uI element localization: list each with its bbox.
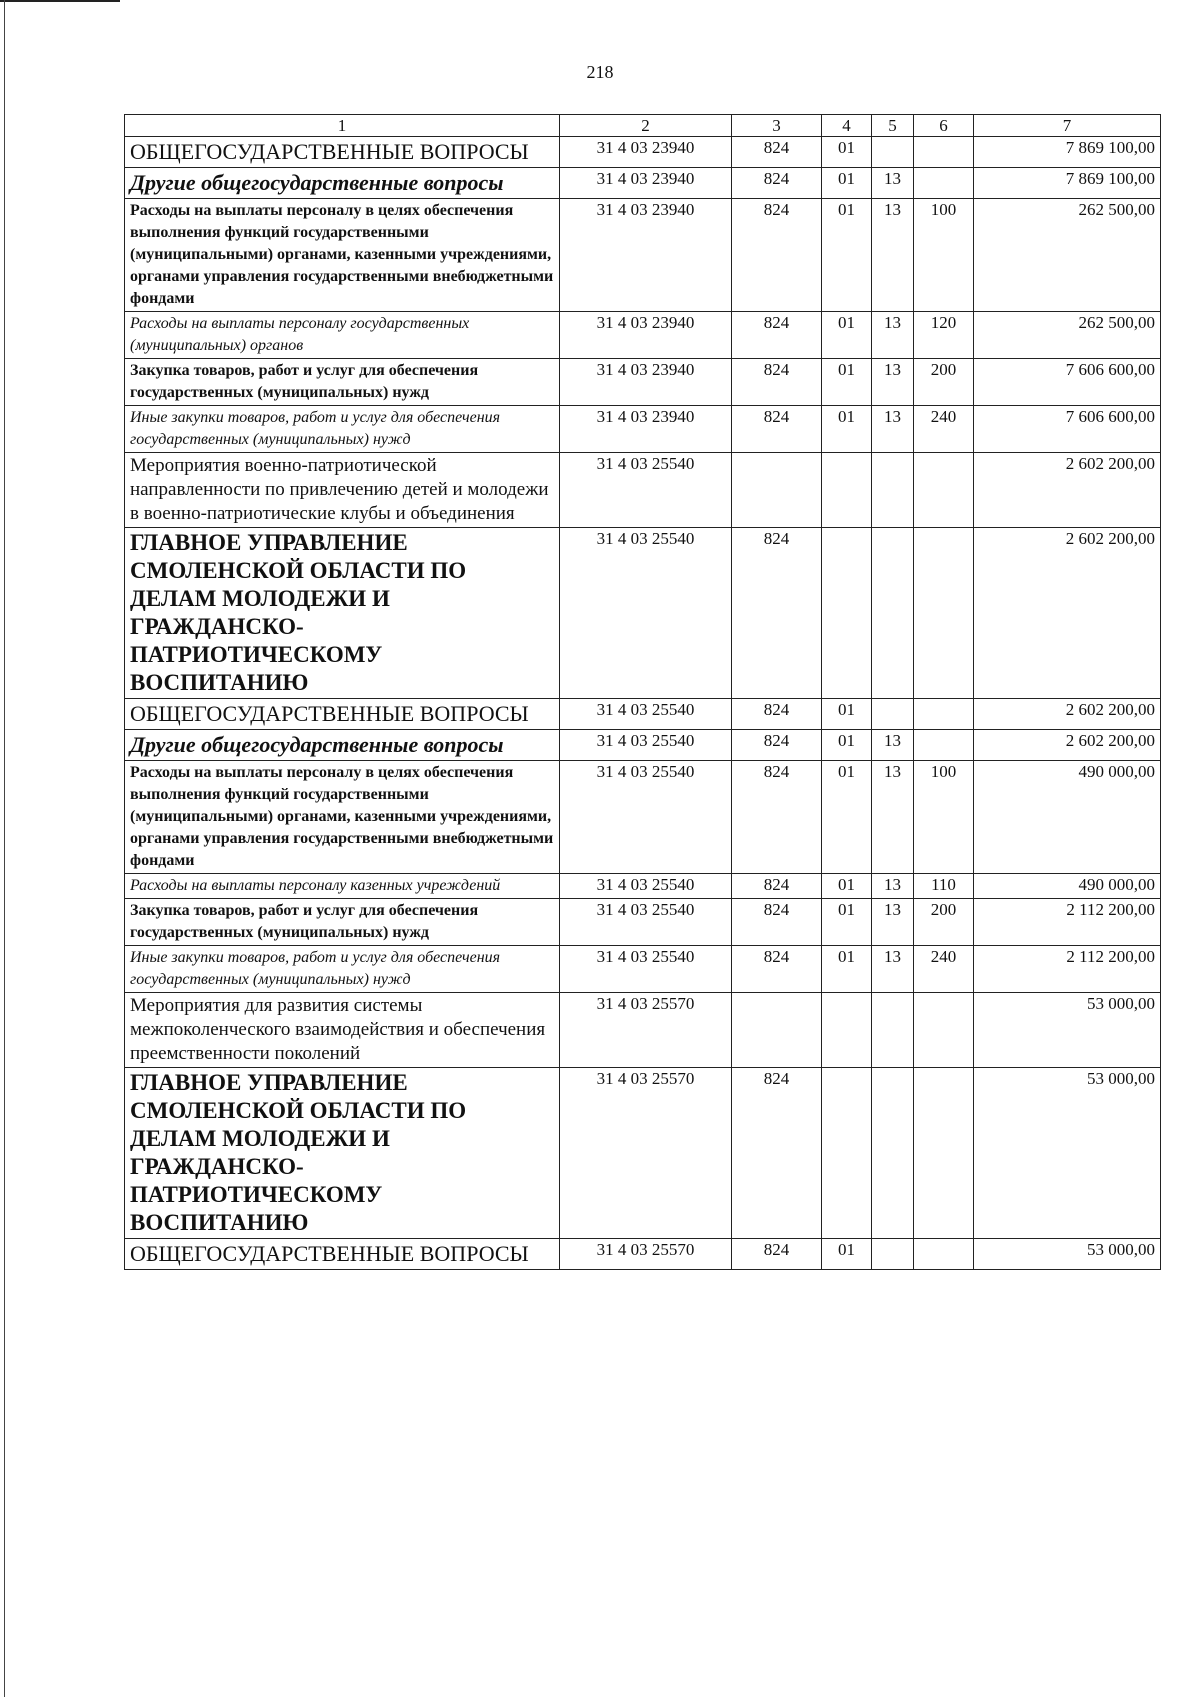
expense-type-code-cell: 200 [914,899,974,946]
row-name: Расходы на выплаты персоналу государственных (муниципальных) органов [130,315,470,354]
amount-cell: 262 500,00 [974,199,1161,312]
row-name-cell [125,168,560,199]
ministry-code-cell: 824 [732,406,822,453]
table-row [125,312,1161,359]
row-name-cell [125,699,560,730]
section-code-cell [822,453,872,528]
ministry-code-cell: 824 [732,168,822,199]
column-header: 2 [560,115,732,137]
expense-type-code-cell: 110 [914,874,974,899]
row-name: Другие общегосударственные вопросы [130,732,504,757]
table-row [125,1239,1161,1270]
budget-table [124,114,1161,1270]
row-name-cell [125,312,560,359]
section-code-cell: 01 [822,946,872,993]
expense-type-code-cell [914,1239,974,1270]
target-article-code-cell: 31 4 03 23940 [560,312,732,359]
expense-type-code-cell: 100 [914,199,974,312]
amount-cell: 2 112 200,00 [974,899,1161,946]
ministry-code-cell: 824 [732,899,822,946]
ministry-code-cell: 824 [732,1068,822,1239]
row-name-cell [125,899,560,946]
ministry-code-cell: 824 [732,528,822,699]
subsection-code-cell: 13 [872,946,914,993]
amount-cell: 2 602 200,00 [974,528,1161,699]
row-name-cell [125,874,560,899]
row-name-cell [125,946,560,993]
section-code-cell [822,993,872,1068]
row-name-cell [125,730,560,761]
target-article-code-cell: 31 4 03 25540 [560,528,732,699]
target-article-code-cell: 31 4 03 25570 [560,993,732,1068]
expense-type-code-cell [914,993,974,1068]
table-row [125,699,1161,730]
target-article-code-cell: 31 4 03 25540 [560,899,732,946]
subsection-code-cell [872,993,914,1068]
table-row [125,1068,1161,1239]
target-article-code-cell: 31 4 03 25570 [560,1239,732,1270]
target-article-code-cell: 31 4 03 23940 [560,199,732,312]
subsection-code-cell: 13 [872,899,914,946]
ministry-code-cell: 824 [732,199,822,312]
subsection-code-cell [872,699,914,730]
table-row [125,199,1161,312]
table-row [125,359,1161,406]
row-name: ОБЩЕГОСУДАРСТВЕННЫЕ ВОПРОСЫ [130,1241,529,1266]
row-name-cell [125,137,560,168]
subsection-code-cell: 13 [872,761,914,874]
row-name: Расходы на выплаты персоналу в целях обеспечения выполнения функций государственными (муниципальными) органами, казенными учреждениями, органами управления государственными внебюджетными фондами [130,764,554,869]
target-article-code-cell: 31 4 03 25540 [560,874,732,899]
subsection-code-cell [872,1068,914,1239]
subsection-code-cell [872,137,914,168]
subsection-code-cell: 13 [872,312,914,359]
column-header: 7 [974,115,1161,137]
ministry-code-cell: 824 [732,312,822,359]
target-article-code-cell: 31 4 03 25540 [560,699,732,730]
ministry-code-cell [732,993,822,1068]
table-row [125,406,1161,453]
subsection-code-cell: 13 [872,359,914,406]
table-row [125,453,1161,528]
row-name-cell [125,1068,560,1239]
section-code-cell: 01 [822,1239,872,1270]
expense-type-code-cell: 200 [914,359,974,406]
section-code-cell [822,1068,872,1239]
amount-cell: 262 500,00 [974,312,1161,359]
row-name: Закупка товаров, работ и услуг для обеспечения государственных (муниципальных) нужд [130,902,479,941]
ministry-code-cell: 824 [732,699,822,730]
table-row [125,899,1161,946]
expense-type-code-cell [914,699,974,730]
section-code-cell: 01 [822,874,872,899]
section-code-cell: 01 [822,730,872,761]
section-code-cell: 01 [822,899,872,946]
amount-cell: 2 602 200,00 [974,453,1161,528]
subsection-code-cell: 13 [872,874,914,899]
table-row [125,137,1161,168]
row-name: Другие общегосударственные вопросы [130,170,504,195]
amount-cell: 53 000,00 [974,993,1161,1068]
target-article-code-cell: 31 4 03 23940 [560,359,732,406]
table-row [125,874,1161,899]
expense-type-code-cell: 100 [914,761,974,874]
subsection-code-cell [872,453,914,528]
subsection-code-cell [872,1239,914,1270]
column-header: 3 [732,115,822,137]
target-article-code-cell: 31 4 03 25540 [560,453,732,528]
expense-type-code-cell [914,730,974,761]
column-header: 5 [872,115,914,137]
table-row [125,946,1161,993]
ministry-code-cell: 824 [732,1239,822,1270]
expense-type-code-cell [914,137,974,168]
section-code-cell: 01 [822,761,872,874]
table-body [125,115,1161,1270]
amount-cell: 53 000,00 [974,1068,1161,1239]
row-name: Расходы на выплаты персоналу казенных учреждений [130,877,501,894]
table-row [125,528,1161,699]
ministry-code-cell: 824 [732,137,822,168]
row-name-cell [125,406,560,453]
amount-cell: 7 869 100,00 [974,137,1161,168]
ministry-code-cell [732,453,822,528]
ministry-code-cell: 824 [732,359,822,406]
amount-cell: 7 869 100,00 [974,168,1161,199]
row-name-cell [125,993,560,1068]
row-name-cell [125,453,560,528]
table-row [125,761,1161,874]
section-code-cell: 01 [822,168,872,199]
row-name: ОБЩЕГОСУДАРСТВЕННЫЕ ВОПРОСЫ [130,139,529,164]
target-article-code-cell: 31 4 03 25540 [560,946,732,993]
row-name-cell [125,199,560,312]
section-code-cell: 01 [822,137,872,168]
column-header: 6 [914,115,974,137]
amount-cell: 2 602 200,00 [974,699,1161,730]
expense-type-code-cell: 240 [914,406,974,453]
amount-cell: 7 606 600,00 [974,359,1161,406]
scan-edge-line [4,0,5,1697]
expense-type-code-cell [914,1068,974,1239]
section-code-cell: 01 [822,406,872,453]
page-number: 218 [586,62,614,82]
row-name: Мероприятия для развития системы межпоколенческого взаимодействия и обеспечения преемственности поколений [130,995,546,1064]
target-article-code-cell: 31 4 03 23940 [560,168,732,199]
ministry-code-cell: 824 [732,946,822,993]
expense-type-code-cell [914,168,974,199]
row-name: Расходы на выплаты персоналу в целях обеспечения выполнения функций государственными (муниципальными) органами, казенными учреждениями, органами управления государственными внебюджетными фондами [130,202,554,307]
row-name-cell [125,528,560,699]
column-header: 1 [125,115,560,137]
section-code-cell: 01 [822,199,872,312]
amount-cell: 490 000,00 [974,874,1161,899]
subsection-code-cell: 13 [872,168,914,199]
target-article-code-cell: 31 4 03 25540 [560,730,732,761]
column-header: 4 [822,115,872,137]
scan-edge-mark [0,0,120,2]
expense-type-code-cell [914,528,974,699]
ministry-code-cell: 824 [732,874,822,899]
row-name: ГЛАВНОЕ УПРАВЛЕНИЕ СМОЛЕНСКОЙ ОБЛАСТИ ПО ДЕЛАМ МОЛОДЕЖИ И ГРАЖДАНСКО-ПАТРИОТИЧЕСКОМУ ВОСПИТАНИЮ [130,1070,467,1235]
target-article-code-cell: 31 4 03 23940 [560,137,732,168]
row-name: ГЛАВНОЕ УПРАВЛЕНИЕ СМОЛЕНСКОЙ ОБЛАСТИ ПО ДЕЛАМ МОЛОДЕЖИ И ГРАЖДАНСКО-ПАТРИОТИЧЕСКОМУ ВОСПИТАНИЮ [130,530,467,695]
row-name-cell [125,359,560,406]
table-row [125,993,1161,1068]
target-article-code-cell: 31 4 03 25570 [560,1068,732,1239]
expense-type-code-cell [914,453,974,528]
target-article-code-cell: 31 4 03 23940 [560,406,732,453]
amount-cell: 2 602 200,00 [974,730,1161,761]
ministry-code-cell: 824 [732,761,822,874]
subsection-code-cell: 13 [872,730,914,761]
section-code-cell [822,528,872,699]
expense-type-code-cell: 120 [914,312,974,359]
table-row [125,730,1161,761]
row-name-cell [125,1239,560,1270]
subsection-code-cell [872,528,914,699]
row-name: Иные закупки товаров, работ и услуг для обеспечения государственных (муниципальных) нужд [130,949,501,988]
target-article-code-cell: 31 4 03 25540 [560,761,732,874]
amount-cell: 7 606 600,00 [974,406,1161,453]
header-row [125,115,1161,137]
row-name: ОБЩЕГОСУДАРСТВЕННЫЕ ВОПРОСЫ [130,701,529,726]
row-name: Мероприятия военно-патриотической направленности по привлечению детей и молодежи в военно-патриотические клубы и объединения [130,455,549,524]
subsection-code-cell: 13 [872,406,914,453]
section-code-cell: 01 [822,359,872,406]
row-name: Закупка товаров, работ и услуг для обеспечения государственных (муниципальных) нужд [130,362,479,401]
subsection-code-cell: 13 [872,199,914,312]
table-row [125,168,1161,199]
section-code-cell: 01 [822,312,872,359]
ministry-code-cell: 824 [732,730,822,761]
row-name: Иные закупки товаров, работ и услуг для обеспечения государственных (муниципальных) нужд [130,409,501,448]
section-code-cell: 01 [822,699,872,730]
expense-type-code-cell: 240 [914,946,974,993]
amount-cell: 2 112 200,00 [974,946,1161,993]
amount-cell: 490 000,00 [974,761,1161,874]
row-name-cell [125,761,560,874]
amount-cell: 53 000,00 [974,1239,1161,1270]
